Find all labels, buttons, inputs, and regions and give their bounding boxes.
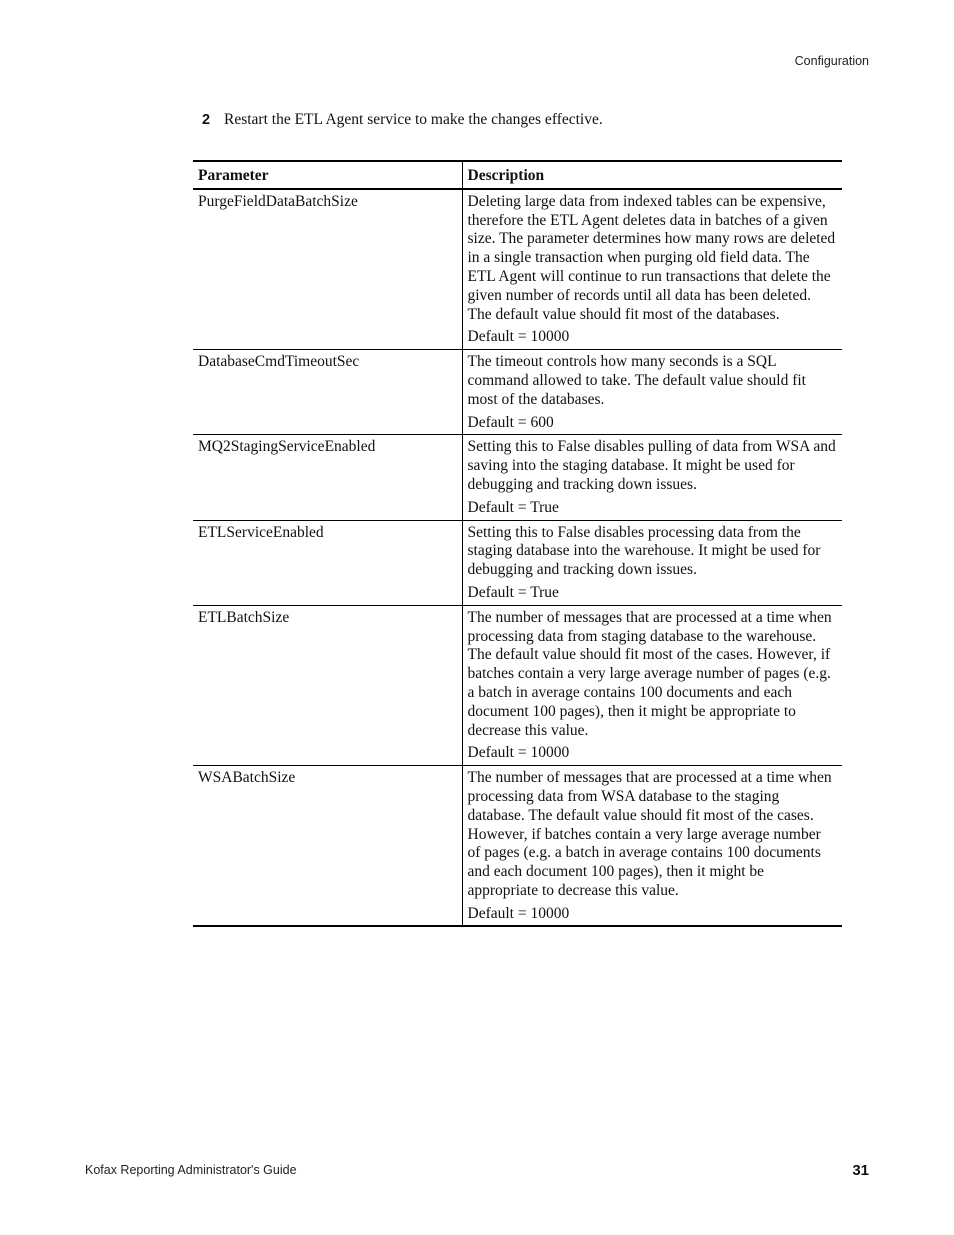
parameter-description-cell	[462, 189, 842, 350]
parameter-description: Deleting large data from indexed tables can be expensive, therefore the ETL Agent deletes data in batches of a given size. The parameter determines how many rows are deleted in a single transaction when purging old field data. The ETL Agent will continue to run transactions that delete the given number of records until all data has been deleted. The default value should fit most of the databases.	[467, 192, 836, 323]
parameter-default: Default = 10000	[467, 328, 570, 346]
parameter-description: The number of messages that are processed at a time when processing data from staging database to the warehouse. The default value should fit most of the cases. However, if batches contain a very large average number of pages (e.g. a batch in average contains 100 documents and each document 100 pages), then it might be appropriate to decrease this value.	[467, 608, 832, 739]
table-row	[193, 520, 842, 605]
parameter-default: Default = True	[467, 583, 559, 601]
parameter-default: Default = 10000	[467, 744, 570, 762]
parameter-description-cell	[462, 435, 842, 520]
column-header-parameter: Parameter	[193, 161, 462, 189]
parameter-name: ETLBatchSize	[193, 605, 462, 765]
parameter-name: WSABatchSize	[193, 766, 462, 927]
parameter-table	[193, 160, 842, 927]
running-header: Configuration	[794, 54, 869, 68]
table-row	[193, 605, 842, 765]
parameter-default: Default = True	[467, 498, 559, 516]
footer-title: Kofax Reporting Administrator's Guide	[85, 1163, 297, 1177]
parameter-description-cell	[462, 520, 842, 605]
parameter-name: MQ2StagingServiceEnabled	[193, 435, 462, 520]
parameter-description-cell	[462, 605, 842, 765]
column-header-description: Description	[462, 161, 842, 189]
page-number: 31	[852, 1162, 869, 1179]
table-row	[193, 189, 842, 350]
parameter-description: Setting this to False disables processing data from the staging database into the warehouse. It might be used for debugging and tracking down issues.	[467, 523, 821, 579]
parameter-description: The timeout controls how many seconds is a SQL command allowed to take. The default value should fit most of the databases.	[467, 353, 806, 408]
parameter-default: Default = 10000	[467, 904, 570, 922]
table-row	[193, 766, 842, 927]
parameter-description-cell	[462, 766, 842, 927]
parameter-name: DatabaseCmdTimeoutSec	[193, 350, 462, 435]
table-row	[193, 350, 842, 435]
parameter-name: PurgeFieldDataBatchSize	[193, 189, 462, 350]
parameter-description: The number of messages that are processed at a time when processing data from WSA database to the staging database. The default value should fit most of the cases. However, if batches contain a very large average number of pages (e.g. a batch in average contains 100 documents and each document 100 pages), then it might be appropriate to decrease this value.	[467, 769, 832, 899]
table-header-row	[193, 161, 842, 189]
parameter-description-cell	[462, 350, 842, 435]
step-text: Restart the ETL Agent service to make the changes effective.	[224, 111, 603, 128]
parameter-description: Setting this to False disables pulling of data from WSA and saving into the staging database. It might be used for debugging and tracking down issues.	[467, 438, 836, 493]
step-instruction	[202, 110, 603, 130]
parameter-name: ETLServiceEnabled	[193, 520, 462, 605]
step-number: 2	[202, 112, 211, 128]
table-row	[193, 435, 842, 520]
parameter-default: Default = 600	[467, 413, 554, 431]
